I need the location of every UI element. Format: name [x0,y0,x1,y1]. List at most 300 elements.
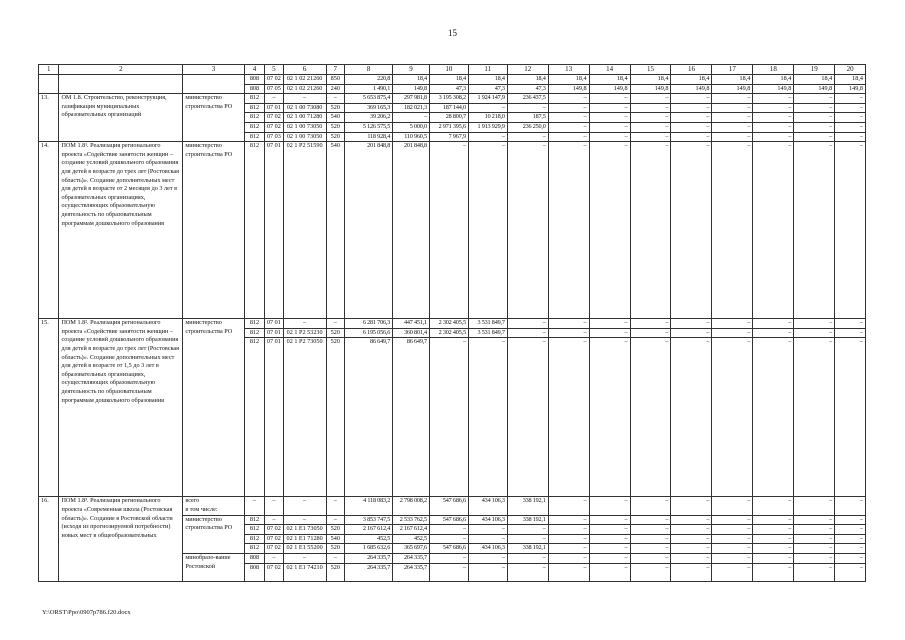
data-cell: 808 [244,84,264,94]
data-cell: – [835,319,866,329]
data-cell: – [712,328,753,338]
table-body [39,65,866,582]
data-cell: – [753,525,794,535]
data-cell: 264 335,7 [345,563,393,581]
data-cell: – [794,338,835,497]
data-cell: – [548,515,589,525]
data-cell: – [507,525,548,535]
data-cell: 3 531 849,7 [468,319,507,329]
data-cell: – [589,94,630,104]
data-cell: – [712,515,753,525]
data-cell: – [589,515,630,525]
data-cell: – [794,103,835,113]
measure-name: ПОМ 1.8³. Реализация регионального проекта «Современная школа (Ростовская область)». Создание в Ростовской области (исходя из прогнозируемой потребности) новых мест в общеобразовательных [59,497,183,581]
data-cell: – [630,497,671,515]
executor-total-label: всего [185,497,200,505]
data-cell: 02 1 P2 53230 [283,328,326,338]
measure-name: ПОМ 1.8². Реализация регионального проекта «Содействие занятости женщин – создание условий дошкольного образования для детей в возрасте до трех лет (Ростовская область)». Создание дополнительных мест для детей в возрасте от 1,5 до 3 лет в образовательных организациях, осуществляющих образовательную деятельность по образовательным программам дошкольного образования [59,319,183,497]
data-cell: 812 [244,534,264,544]
data-cell: – [589,553,630,563]
data-cell: – [589,122,630,132]
header-cell: 11 [468,65,507,75]
data-cell: – [671,142,712,319]
data-cell: – [265,553,283,563]
data-cell: 2 167 612,4 [345,525,393,535]
data-cell: 5 000,0 [393,122,430,132]
data-cell: 447 451,1 [393,319,430,329]
data-cell: – [712,122,753,132]
data-cell: – [507,338,548,497]
data-cell: – [835,122,866,132]
data-cell: – [548,544,589,554]
data-cell: – [326,553,344,563]
data-cell: 812 [244,319,264,329]
data-cell: – [630,122,671,132]
data-cell: – [265,94,283,104]
data-cell: 07 01 [265,319,283,329]
data-cell: – [630,94,671,104]
data-cell: 39 206,2 [345,113,393,123]
data-cell: 240 [326,84,344,94]
data-cell: 201 848,8 [345,142,393,319]
data-cell: 547 686,6 [429,544,468,554]
data-cell: – [753,142,794,319]
header-cell: 16 [671,65,712,75]
data-cell: – [794,515,835,525]
data-cell: – [589,525,630,535]
data-cell: 808 [244,553,264,563]
data-cell: – [794,525,835,535]
data-cell: – [468,142,507,319]
data-cell: – [712,525,753,535]
data-cell: – [794,534,835,544]
data-cell: – [507,534,548,544]
data-cell: – [468,563,507,581]
data-cell: 812 [244,142,264,319]
data-cell: 5 126 575,5 [345,122,393,132]
data-cell: – [507,328,548,338]
file-path-footer: Y:\ORST\Ppo\0907p786.f20.docx [42,609,131,616]
data-cell: 2 971 395,6 [429,122,468,132]
data-cell: 812 [244,525,264,535]
data-cell: 149,8 [712,84,753,94]
data-cell: 812 [244,103,264,113]
header-cell: 9 [393,65,430,75]
data-cell: – [712,132,753,142]
data-cell: 02 1 00 71280 [283,113,326,123]
data-cell: – [671,553,712,563]
header-cell: 14 [589,65,630,75]
data-cell: – [548,338,589,497]
data-cell: 2 302 405,5 [429,328,468,338]
data-cell: – [794,142,835,319]
data-cell: 187,5 [507,113,548,123]
data-cell: 1 685 632,6 [345,544,393,554]
data-cell: 187 144,0 [429,103,468,113]
data-cell: 10 218,0 [468,113,507,123]
data-cell: – [589,142,630,319]
data-cell: 1 913 929,9 [468,122,507,132]
data-cell: – [835,328,866,338]
data-cell: 07 01 [265,103,283,113]
data-cell: 149,8 [548,84,589,94]
data-cell: 264 335,7 [393,563,430,581]
data-cell: – [835,497,866,515]
data-cell: 149,8 [794,84,835,94]
data-cell: – [548,122,589,132]
data-cell: 149,8 [393,84,430,94]
header-cell: 18 [753,65,794,75]
data-cell: 264 335,7 [345,553,393,563]
data-cell: 47,3 [507,84,548,94]
data-cell: – [671,534,712,544]
data-cell: – [548,142,589,319]
table-row [39,497,866,515]
data-cell: – [589,534,630,544]
data-cell: 02 1 E1 74210 [283,563,326,581]
data-cell: 520 [326,122,344,132]
data-cell: 520 [326,338,344,497]
data-cell: – [548,103,589,113]
data-cell: 236 437,5 [507,94,548,104]
table-row [39,142,866,319]
data-cell: 201 848,8 [393,142,430,319]
data-cell: – [671,563,712,581]
data-cell: 3 195 308,2 [429,94,468,104]
data-cell: 149,8 [589,84,630,94]
data-cell: 547 686,6 [429,515,468,525]
data-cell: 02 1 E1 73050 [283,525,326,535]
data-cell: 2 302 405,5 [429,319,468,329]
data-cell: – [794,563,835,581]
data-cell: 434 106,3 [468,544,507,554]
data-cell: – [507,142,548,319]
header-cell: 13 [548,65,589,75]
data-cell: – [468,132,507,142]
data-cell: – [835,142,866,319]
data-cell: – [393,113,430,123]
header-cell: 19 [794,65,835,75]
data-cell: 18,4 [548,75,589,85]
data-cell: 812 [244,113,264,123]
header-cell: 3 [183,65,244,75]
header-cell: 4 [244,65,264,75]
data-cell: – [794,94,835,104]
data-cell: 18,4 [589,75,630,85]
data-cell: 297 981,8 [393,94,430,104]
data-cell: 220,8 [345,75,393,85]
data-cell: – [835,103,866,113]
data-cell: – [835,525,866,535]
data-cell: – [712,338,753,497]
data-cell: – [429,525,468,535]
data-cell: 07 02 [265,544,283,554]
data-cell: 434 106,3 [468,515,507,525]
data-cell: 540 [326,534,344,544]
header-cell: 6 [283,65,326,75]
data-cell: – [753,553,794,563]
data-cell: 520 [326,563,344,581]
data-cell: – [589,544,630,554]
data-cell: 47,3 [429,84,468,94]
data-cell: 7 967,9 [429,132,468,142]
data-cell: – [468,553,507,563]
data-cell: – [548,328,589,338]
data-cell: 07 02 [265,525,283,535]
data-cell: 3 531 849,7 [468,328,507,338]
data-cell: – [712,103,753,113]
continued-exec-cell [183,75,244,94]
data-cell: 2 533 762,5 [393,515,430,525]
data-cell: – [507,553,548,563]
data-cell: – [712,544,753,554]
executor: министерство строительства РО [183,319,244,497]
data-cell: – [507,319,548,329]
data-cell: – [589,319,630,329]
data-cell: – [630,319,671,329]
data-cell: 02 1 02 21260 [283,84,326,94]
data-cell: 812 [244,94,264,104]
data-cell: – [671,113,712,123]
data-cell: 808 [244,563,264,581]
data-cell: – [671,497,712,515]
data-cell: 07 02 [265,75,283,85]
data-cell: – [548,525,589,535]
data-cell: 812 [244,132,264,142]
data-cell: – [630,113,671,123]
data-cell: – [326,515,344,525]
data-cell: 07 02 [265,122,283,132]
data-cell: – [794,132,835,142]
data-cell: 149,8 [671,84,712,94]
data-cell: – [671,338,712,497]
data-cell: – [712,94,753,104]
data-cell: – [671,544,712,554]
header-cell: 1 [39,65,59,75]
data-cell: – [753,94,794,104]
data-cell: – [630,515,671,525]
data-cell: – [468,103,507,113]
data-cell: – [468,338,507,497]
data-cell: 338 192,1 [507,515,548,525]
data-cell: 520 [326,525,344,535]
data-cell: 110 960,5 [393,132,430,142]
data-cell: – [589,563,630,581]
executor: минобразо-вание Ростовской [183,553,244,581]
data-cell: – [753,113,794,123]
header-cell: 5 [265,65,283,75]
data-cell: 149,8 [835,84,866,94]
data-cell: 812 [244,544,264,554]
data-cell: – [283,94,326,104]
data-cell: 434 106,3 [468,497,507,515]
data-cell: – [548,534,589,544]
data-cell: 540 [326,113,344,123]
data-cell: – [712,553,753,563]
data-cell: – [671,319,712,329]
data-cell: 2 167 612,4 [393,525,430,535]
executor: министерство строительства РО [183,142,244,319]
data-cell: – [671,525,712,535]
measure-name: ПОМ 1.8¹. Реализация регионального проекта «Содействие занятости женщин – создание условий дошкольного образования для детей в возрасте до трех лет (Ростовская область)». Создание дополнительных мест для детей в возрасте от 2 месяцев до 3 лет в образовательных организациях, осуществляющих образовательную деятельность по образовательным программам дошкольного образования [59,142,183,319]
data-cell: – [589,328,630,338]
data-cell: – [429,338,468,497]
data-cell: 236 250,0 [507,122,548,132]
data-cell: – [671,122,712,132]
data-cell: – [794,319,835,329]
data-cell: 07 02 [265,534,283,544]
data-cell: 812 [244,328,264,338]
data-cell: 02 1 02 21260 [283,75,326,85]
data-cell: – [671,103,712,113]
data-cell: 18,4 [468,75,507,85]
data-cell: 5 653 875,4 [345,94,393,104]
data-cell: – [671,132,712,142]
executor-incl-label: в том числе: [185,505,218,513]
data-cell: – [589,132,630,142]
data-cell: 520 [326,544,344,554]
table-row [39,94,866,104]
table-row [39,319,866,329]
data-cell: 18,4 [507,75,548,85]
data-cell: 369 165,3 [345,103,393,113]
data-cell: 18,4 [429,75,468,85]
data-cell: 338 192,1 [507,544,548,554]
data-cell: – [835,515,866,525]
data-cell: – [429,142,468,319]
executor: министерство строительства РО [183,515,244,553]
data-cell: – [712,497,753,515]
data-cell: 02 1 00 73080 [283,103,326,113]
data-cell: 365 697,6 [393,544,430,554]
data-cell: 360 801,4 [393,328,430,338]
data-cell: 812 [244,122,264,132]
executor: министерство строительства РО [183,94,244,142]
data-cell: 86 649,7 [345,338,393,497]
data-cell: 1 490,1 [345,84,393,94]
data-cell: – [835,338,866,497]
data-cell: 07 02 [265,113,283,123]
data-cell: – [548,563,589,581]
data-cell: 520 [326,132,344,142]
data-cell: – [712,563,753,581]
data-cell: 520 [326,103,344,113]
data-cell: – [429,553,468,563]
data-cell: – [835,534,866,544]
data-cell: – [548,319,589,329]
data-cell: – [507,563,548,581]
data-cell: 149,8 [630,84,671,94]
data-cell: 18,4 [753,75,794,85]
header-cell: 8 [345,65,393,75]
data-cell: – [589,338,630,497]
page-number: 15 [448,28,457,38]
data-cell: – [630,103,671,113]
data-cell: – [835,563,866,581]
data-cell: – [630,563,671,581]
data-cell: 07 01 [265,338,283,497]
data-cell: 182 021,3 [393,103,430,113]
data-cell: – [630,328,671,338]
data-cell: – [630,525,671,535]
data-cell: – [671,515,712,525]
data-cell: – [507,132,548,142]
measure-name: ОМ 1.8. Строительство, реконструкция, газификация муниципальных образовательных организаций [59,94,183,142]
data-cell: – [712,113,753,123]
data-cell: 547 686,6 [429,497,468,515]
data-cell: – [589,113,630,123]
data-cell: 452,5 [345,534,393,544]
data-cell: – [794,113,835,123]
data-cell: – [794,328,835,338]
header-cell: 20 [835,65,866,75]
data-cell: 812 [244,338,264,497]
data-cell: – [835,94,866,104]
data-cell: 18,4 [712,75,753,85]
data-cell: – [548,132,589,142]
data-cell: 6 281 706,3 [345,319,393,329]
data-cell: 86 649,7 [393,338,430,497]
data-cell: 07 01 [265,328,283,338]
data-cell: – [548,497,589,515]
data-cell: 540 [326,142,344,319]
data-cell: – [326,497,344,515]
data-cell: – [753,338,794,497]
data-cell: – [589,103,630,113]
data-cell: – [712,534,753,544]
data-cell: 149,8 [753,84,794,94]
data-cell: – [265,515,283,525]
data-cell: – [589,497,630,515]
data-cell: – [835,544,866,554]
data-cell: – [507,103,548,113]
data-cell: – [712,142,753,319]
data-cell: 07 02 [265,563,283,581]
data-cell: – [671,94,712,104]
data-cell: – [835,132,866,142]
data-cell: – [753,497,794,515]
data-cell: 02 1 E1 71280 [283,534,326,544]
executor-total [183,497,244,515]
data-cell: – [753,103,794,113]
data-cell: – [630,338,671,497]
data-cell: 520 [326,328,344,338]
data-cell: 07 03 [265,132,283,142]
data-cell: – [429,534,468,544]
data-cell: 6 195 056,6 [345,328,393,338]
data-cell: 3 853 747,5 [345,515,393,525]
data-cell: – [283,553,326,563]
row-number: 16. [39,497,59,581]
data-cell: 02 1 P2 73050 [283,338,326,497]
data-cell: 808 [244,75,264,85]
data-cell: 18,4 [393,75,430,85]
data-cell: – [429,563,468,581]
data-cell: 850 [326,75,344,85]
data-cell: – [794,497,835,515]
data-cell: 47,3 [468,84,507,94]
data-cell: 18,4 [630,75,671,85]
budget-table [38,64,866,582]
header-cell: 2 [59,65,183,75]
data-cell: 264 335,7 [393,553,430,563]
data-cell: – [794,544,835,554]
data-cell: – [630,142,671,319]
data-cell: 02 1 P2 51590 [283,142,326,319]
row-number: 13. [39,94,59,142]
data-cell: – [265,497,283,515]
data-cell: – [630,544,671,554]
